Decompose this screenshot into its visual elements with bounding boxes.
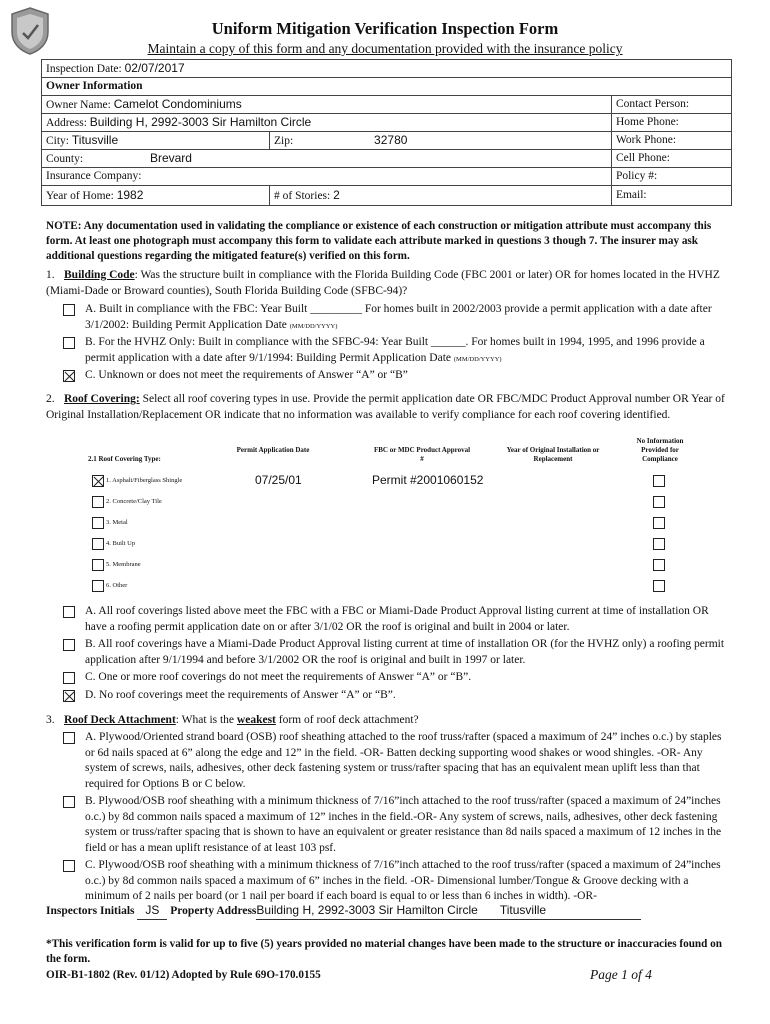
county-label: County:	[46, 152, 84, 165]
initials-label: Inspectors Initials	[46, 905, 135, 917]
contact-person-cell[interactable]: Contact Person:	[611, 96, 731, 114]
address-label: Address:	[46, 116, 87, 129]
q3-a-checkbox[interactable]	[63, 732, 75, 744]
q1-option-a	[63, 302, 733, 333]
q1-b-text: B. For the HVHZ Only: Built in compliance with the SFBC-94: Year Built ______. For homes built in 1994, 1995, and 1996 provide a permit application with a date after 9/1/1994: Building Permit Application Date	[85, 336, 705, 364]
inspection-date-label: Inspection Date:	[46, 62, 122, 75]
roof-other-checkbox[interactable]	[92, 580, 104, 592]
q2-number: 2.	[46, 393, 55, 405]
documentation-note: NOTE: Any documentation used in validating the compliance or existence of each construction or mitigation attribute must accompany this form. At least one photograph must accompany this form to validate each attribute marked in questions 3 though 7. The insurer may ask additional questions regarding the mitigated feature(s) verified on this form.	[46, 220, 712, 263]
owner-name-cell	[42, 96, 612, 114]
property-city-value: Titusville	[499, 903, 547, 917]
q3-c-checkbox[interactable]	[63, 860, 75, 872]
insurance-company-cell[interactable]: Insurance Company:	[42, 168, 612, 186]
year-of-home-cell	[42, 186, 270, 206]
q1-a-text: A. Built in compliance with the FBC: Year Built _________ For homes built in 2002/2003 provide a permit application with a date after 3/1/2002: Building Permit Application Date	[85, 303, 712, 331]
q1-c-checkbox-checked[interactable]	[63, 370, 75, 382]
roof-metal-checkbox[interactable]	[92, 517, 104, 529]
q1-c-text: C. Unknown or does not meet the requirements of Answer “A” or “B”	[85, 369, 408, 381]
q3-c-text: C. Plywood/OSB roof sheathing with a minimum thickness of 7/16”inch attached to the roof truss/rafter (spaced a maximum of 24”inches o.c.) by 8d common nails spaced a maximum of 6” inches in the field. -OR- Dimensional lumber/Tongue & Groove decking with a minimum of 2 nails per board (or 1 nail per board if each board is equal to or less than 6 inches in width). -OR-	[85, 859, 721, 903]
q3-b-text: B. Plywood/OSB roof sheathing with a minimum thickness of 7/16”inch attached to the roof truss/rafter (spaced a maximum of 24”inches o.c.) by 8d common nails spaced a maximum of 12” inches in the field.-OR- Any system of screws, nails, adhesives, other deck fastening system or truss/rafter spacing that is shown to have an equivalent or greater resistance than 8d nails spaced a maximum of 12 inches in the field or has a mean uplift resistance of at least 103 psf.	[85, 795, 722, 854]
rule-reference: OIR-B1-1802 (Rev. 01/12) Adopted by Rule 69O-170.0155	[46, 969, 321, 981]
roof-builtup-checkbox[interactable]	[92, 538, 104, 550]
q3-weakest: weakest	[236, 714, 276, 726]
roof-tile-checkbox[interactable]	[92, 496, 104, 508]
county-value[interactable]: Brevard	[149, 150, 192, 165]
roof-other-noinfo-checkbox[interactable]	[653, 580, 665, 592]
q2-a-checkbox[interactable]	[63, 606, 75, 618]
work-phone-cell[interactable]: Work Phone:	[611, 132, 731, 150]
inspector-initials[interactable]: JS	[137, 903, 167, 920]
q2-lead: Roof Covering:	[64, 393, 140, 405]
q2-option-a	[63, 604, 733, 635]
stories-label: # of Stories:	[274, 189, 331, 202]
policy-cell[interactable]: Policy #:	[611, 168, 731, 186]
page-number: Page 1 of 4	[590, 967, 652, 982]
question-2	[46, 392, 730, 423]
roof-tile-noinfo-checkbox[interactable]	[653, 496, 665, 508]
roof-asphalt-checkbox-checked[interactable]	[92, 475, 104, 487]
roof-tile-label: 2. Concrete/Clay Tile	[106, 498, 162, 505]
permit-date-column-header: Permit Application Date	[236, 446, 310, 454]
asphalt-approval-number[interactable]: Permit #2001060152	[372, 473, 484, 487]
city-label: City:	[46, 134, 70, 147]
cell-phone-cell[interactable]: Cell Phone:	[611, 150, 731, 168]
q1-option-b	[63, 335, 733, 366]
q1-option-c	[63, 368, 733, 384]
q2-a-text: A. All roof coverings listed above meet the FBC with a FBC or Miami-Dade Product Approval listing current at time of installation OR have a roofing permit application date on or after 3/1/02 OR the roof is original and built in 2004 or later.	[85, 605, 709, 633]
stories-value[interactable]: 2	[333, 187, 340, 202]
inspection-date-value[interactable]: 02/07/2017	[124, 60, 185, 75]
stories-cell	[270, 186, 612, 206]
q2-c-text: C. One or more roof coverings do not meet the requirements of Answer “A” or “B”.	[85, 671, 472, 683]
county-cell	[42, 150, 612, 168]
year-column-header: Year of Original Installation or Replacement	[506, 446, 600, 463]
roof-asphalt-noinfo-checkbox[interactable]	[653, 475, 665, 487]
q3-b-checkbox[interactable]	[63, 796, 75, 808]
question-3	[46, 713, 730, 729]
q2-text: Select all roof covering types in use. Provide the permit application date OR FBC/MDC Product Approval number OR Year of Original Installation/Replacement OR indicate that no information was available to verify compliance for each roof covering identified.	[46, 393, 725, 421]
property-address-field[interactable]	[256, 903, 641, 920]
city-cell	[42, 132, 270, 150]
q3-option-c	[63, 858, 733, 905]
initials-address-line	[46, 903, 641, 920]
roof-metal-noinfo-checkbox[interactable]	[653, 517, 665, 529]
owner-name-value[interactable]: Camelot Condominiums	[113, 96, 242, 111]
q1-text: : Was the structure built in compliance with the Florida Building Code (FBC 2001 or later) OR for homes located in the HVHZ (Miami-Dade or Broward counties), South Florida Building Code (SFBC-94)?	[46, 269, 720, 297]
q1-number: 1.	[46, 269, 55, 281]
property-address-value: Building H, 2992-3003 Sir Hamilton Circle	[256, 903, 478, 917]
address-value[interactable]: Building H, 2992-3003 Sir Hamilton Circle	[89, 114, 312, 129]
q2-c-checkbox[interactable]	[63, 672, 75, 684]
roof-metal-label: 3. Metal	[106, 519, 128, 526]
year-of-home-label: Year of Home:	[46, 189, 114, 202]
roof-asphalt-label: 1. Asphalt/Fiberglass Shingle	[106, 477, 183, 484]
q1-a-checkbox[interactable]	[63, 304, 75, 316]
q2-option-c	[63, 670, 733, 686]
roof-membrane-noinfo-checkbox[interactable]	[653, 559, 665, 571]
q3-option-a	[63, 730, 733, 792]
q1-a-date-format: (MM/DD/YYYY)	[289, 322, 338, 330]
form-title: Uniform Mitigation Verification Inspection Form	[211, 19, 559, 38]
question-1	[46, 268, 730, 299]
home-phone-cell[interactable]: Home Phone:	[611, 114, 731, 132]
owner-info-heading: Owner Information	[42, 78, 732, 96]
year-of-home-value[interactable]: 1982	[116, 187, 144, 202]
zip-label: Zip:	[274, 134, 294, 147]
form-subtitle: Maintain a copy of this form and any documentation provided with the insurance policy	[147, 41, 623, 56]
roof-builtup-noinfo-checkbox[interactable]	[653, 538, 665, 550]
zip-cell	[270, 132, 612, 150]
city-value[interactable]: Titusville	[71, 132, 119, 147]
q3-text-post: form of roof deck attachment?	[275, 714, 419, 726]
q2-b-text: B. All roof coverings have a Miami-Dade Product Approval listing current at time of installation OR (for the HVHZ only) a roofing permit application after 9/1/1994 and before 3/1/2002 OR the roof is original and built in 1997 or later.	[85, 638, 725, 666]
owner-name-label: Owner Name:	[46, 98, 111, 111]
roof-membrane-checkbox[interactable]	[92, 559, 104, 571]
approval-column-header: FBC or MDC Product Approval #	[373, 446, 471, 463]
property-address-label: Property Address	[170, 905, 257, 917]
q2-b-checkbox[interactable]	[63, 639, 75, 651]
q2-option-d	[63, 688, 733, 704]
q3-a-text: A. Plywood/Oriented strand board (OSB) roof sheathing attached to the roof truss/rafter (spaced a maximum of 24” inches o.c.) by staples or 6d nails spaced at 6” along the edge and 12” in the field. -OR- Batten decking supporting wood shakes or wood shingles. -OR- Any system of screws, nails, adhesives, other deck fastening system or truss/rafter spacing that has an equivalent mean uplift less than that required for Options B or C below.	[85, 731, 722, 790]
q2-option-b	[63, 637, 733, 668]
q3-lead: Roof Deck Attachment	[64, 714, 176, 726]
email-cell[interactable]: Email:	[611, 186, 731, 206]
inspection-date-cell	[42, 60, 732, 78]
owner-info-table	[41, 59, 732, 206]
roof-builtup-label: 4. Built Up	[106, 540, 136, 547]
roof-type-column-header: 2.1 Roof Covering Type:	[88, 455, 161, 463]
asphalt-permit-date[interactable]: 07/25/01	[255, 473, 302, 487]
q1-lead: Building Code	[64, 269, 135, 281]
q3-text-pre: : What is the	[175, 714, 237, 726]
zip-value[interactable]: 32780	[374, 132, 408, 147]
q3-option-b	[63, 794, 733, 856]
q1-b-date-format: (MM/DD/YYYY)	[453, 355, 502, 363]
validity-note: *This verification form is valid for up to five (5) years provided no material changes have been made to the structure or inaccuracies found on the form.	[46, 938, 722, 966]
q1-b-checkbox[interactable]	[63, 337, 75, 349]
roof-other-label: 6. Other	[106, 582, 128, 589]
q3-number: 3.	[46, 714, 55, 726]
q2-d-checkbox-checked[interactable]	[63, 690, 75, 702]
address-cell	[42, 114, 612, 132]
roof-membrane-label: 5. Membrane	[106, 561, 141, 568]
q2-d-text: D. No roof coverings meet the requirements of Answer “A” or “B”.	[85, 689, 396, 701]
no-info-column-header: No Information Provided for Compliance	[636, 437, 684, 463]
